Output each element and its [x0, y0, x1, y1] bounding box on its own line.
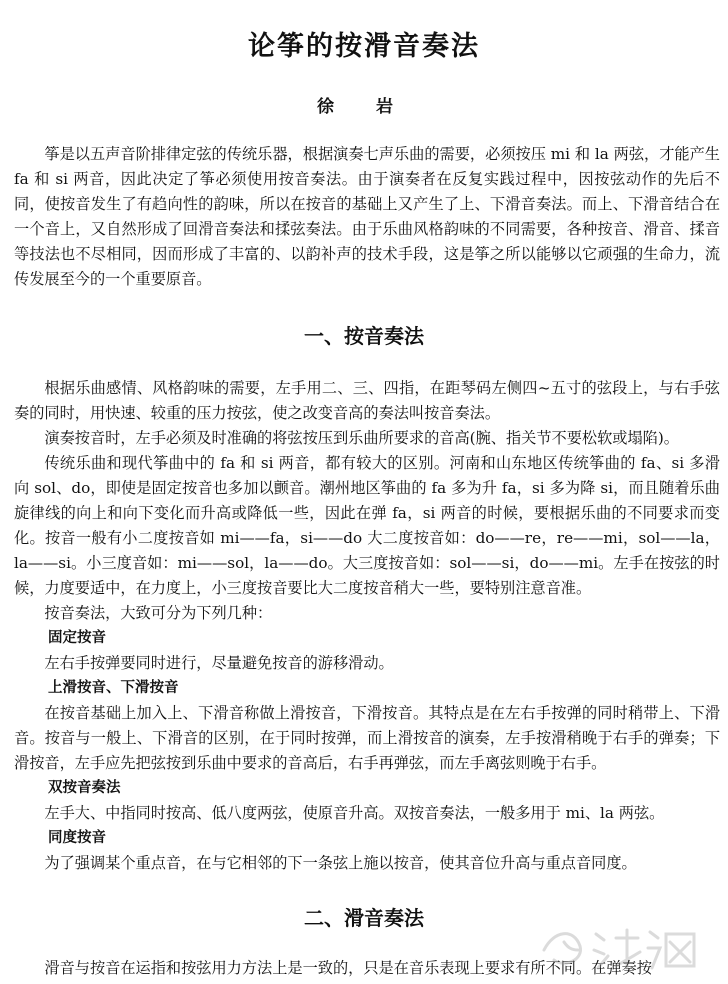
author-name: 徐 岩 — [317, 97, 411, 117]
section-2-paragraph-1: 滑音与按音在运指和按弦用力方法上是一致的，只是在音乐表现上要求有所不同。在弹奏按 — [44, 959, 652, 977]
section-heading-1: 一、按音奏法 — [304, 324, 424, 348]
subheading-double-press: 双按音奏法 — [48, 780, 121, 796]
unison-press-text: 为了强调某个重点音，在与它相邻的下一条弦上施以按音，使其音位升高与重点音同度。 — [44, 854, 637, 872]
section-1-paragraph-1: 根据乐曲感情、风格韵味的需要，左手用二、三、四指，在距琴码左侧四~五寸的弦段上，与右手弦奏的同时，用快速、较重的压力按弦，使之改变音高的奏法叫按音奏法。 — [14, 379, 720, 422]
section-heading-2: 二、滑音奏法 — [304, 906, 424, 930]
hanfu-site-logo-icon — [534, 920, 712, 976]
subheading-fixed-press: 固定按音 — [48, 630, 106, 646]
double-press-text: 左手大、中指同时按高、低八度两弦，使原音升高。双按音奏法，一般多用于 mi、la 两弦。 — [44, 804, 665, 822]
subheading-unison-press: 同度按音 — [48, 830, 106, 846]
intro-paragraph: 筝是以五声音阶排律定弦的传统乐器，根据演奏七声乐曲的需要，必须按压 mi 和 la 两弦，才能产生 fa 和 si 两音，因此决定了筝必须使用按音奏法。由于演奏者在反复实践过程中，因按弦动作的先后不同，使按音发生了有趋向性的韵味，所以在按音的基础上又产生了上、下滑音奏法。而上、下滑音结合在一个音上，又自然形成了回滑音奏法和揉弦奏法。由于乐曲风格韵味的不同需要，各种按音、滑音、揉音等技法也不尽相同，因而形成了丰富的、以韵补声的技术手段，这是筝之所以能够以它顽强的生命力，流传发展至今的一个重要原音。 — [14, 145, 720, 288]
article-title: 论筝的按滑音奏法 — [248, 31, 480, 62]
section-1-paragraph-3: 传统乐曲和现代筝曲中的 fa 和 si 两音，都有较大的区别。河南和山东地区传统筝曲的 fa、si 多滑向 sol、do，即使是固定按音也多加以颤音。潮州地区筝曲的 fa 多为升 fa，si 多为降 si，而且随着乐曲旋律线的向上和向下变化而升高或降低一些，因此在弹 fa，si 两音的时候，要根据乐曲的不同要求而变化。按音一般有小二度按音如 mi——fa，si——do 大二度按音如：do——re，re——mi，sol——la，la——si。小三度音如：mi——sol，la——do。大三度按音如：sol——si，do——mi。左手在按弦的时候，力度要适中，在力度上，小三度按音要比大二度按音稍大一些，要特别注意音准。 — [14, 454, 720, 597]
section-1-paragraph-4: 按音奏法，大致可分为下列几种： — [44, 604, 273, 622]
fixed-press-text: 左右手按弹要同时进行，尽量避免按音的游移滑动。 — [44, 654, 394, 672]
section-1-body — [14, 376, 720, 876]
subheading-slide-press: 上滑按音、下滑按音 — [48, 680, 179, 696]
intro-section — [14, 142, 720, 292]
slide-press-text: 在按音基础上加入上、下滑音称做上滑按音，下滑按音。其特点是在左右手按弹的同时稍带上、下滑音。按音与一般上、下滑音的区别，在于同时按弹，而上滑按音的演奏，左手按滑稍晚于右手的弹奏；下滑按音，左手应先把弦按到乐曲中要求的音高后，右手再弹弦，而左手离弦则晚于右手。 — [14, 704, 720, 772]
section-1-paragraph-2: 演奏按音时，左手必须及时准确的将弦按压到乐曲所要求的音高(腕、指关节不要松软或塌陷)。 — [44, 429, 679, 447]
